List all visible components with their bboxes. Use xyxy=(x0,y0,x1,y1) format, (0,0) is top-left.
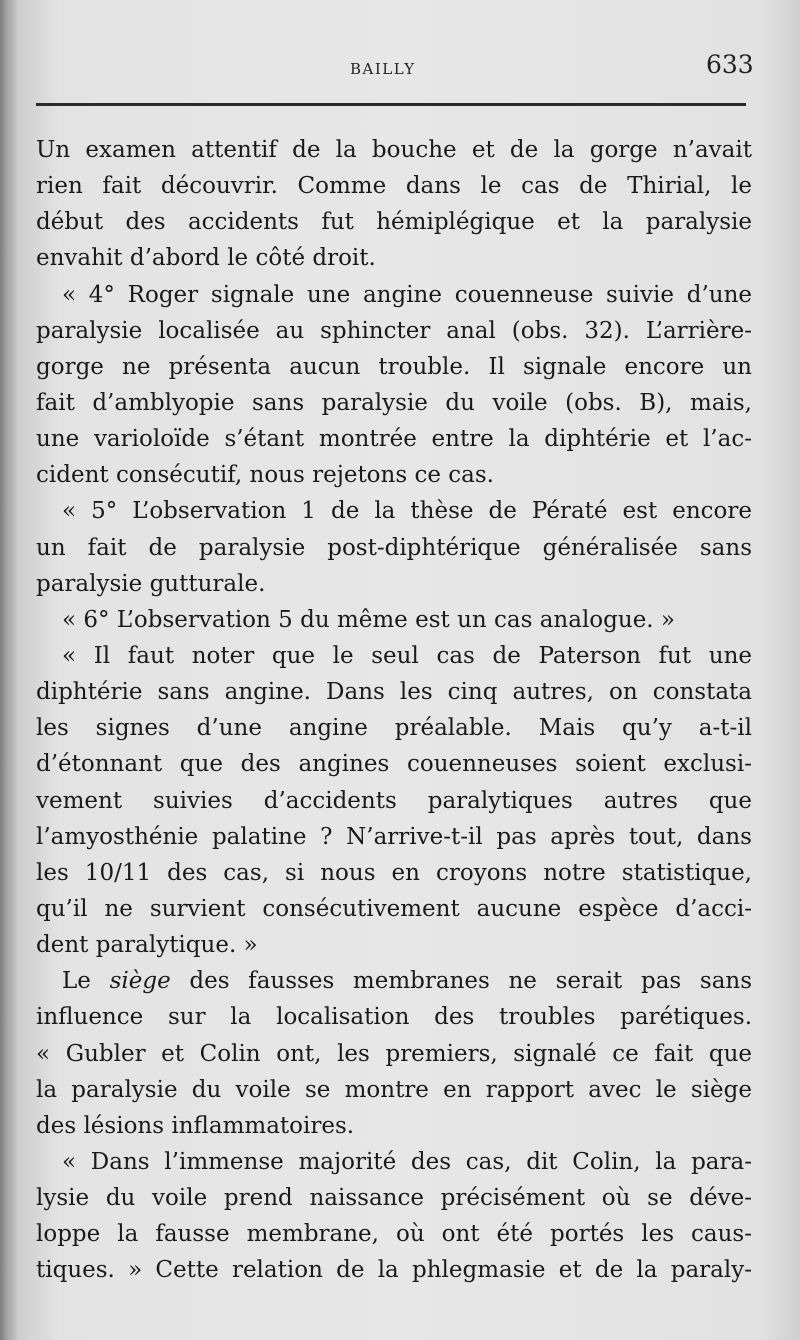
text-line: « 5° L’observation 1 de la thèse de Pératé est encore xyxy=(62,498,752,525)
text-line: diphtérie sans angine. Dans les cinq autres, on constata xyxy=(36,679,752,706)
text-line: paralysie localisée au sphincter anal (obs. 32). L’arrière- xyxy=(36,317,752,344)
text-line: des lésions inflammatoires. xyxy=(36,1112,355,1139)
text-line: « Il faut noter que le seul cas de Paterson fut une xyxy=(62,642,752,669)
text-line: dent paralytique. » xyxy=(36,932,258,959)
binding-shadow xyxy=(0,0,18,1340)
text-line: envahit d’abord le côté droit. xyxy=(36,245,376,272)
text-line: d’étonnant que des angines couenneuses soient exclusi- xyxy=(36,751,752,778)
body-text xyxy=(36,132,752,1289)
text-line: un fait de paralysie post-diphtérique généralisée sans xyxy=(36,534,752,561)
text-line: les signes d’une angine préalable. Mais qu’y a-t-il xyxy=(36,715,752,742)
text-line: cident consécutif, nous rejetons ce cas. xyxy=(36,462,494,489)
page-number: 633 xyxy=(706,50,754,79)
text-line: influence sur la localisation des troubles parétiques. xyxy=(36,1004,752,1031)
text-line: « Gubler et Colin ont, les premiers, signalé ce fait que xyxy=(36,1040,752,1067)
line-prefix: Le xyxy=(62,968,91,995)
header-rule xyxy=(36,103,746,106)
text-line-with-italic xyxy=(36,963,752,999)
text-line: lysie du voile prend naissance précisément où se déve- xyxy=(36,1185,752,1212)
text-line: loppe la fausse membrane, où ont été portés les caus- xyxy=(36,1221,752,1248)
text-line: fait d’amblyopie sans paralysie du voile (obs. B), mais, xyxy=(36,389,752,416)
text-line: la paralysie du voile se montre en rapport avec le siège xyxy=(36,1076,752,1103)
line-rest: des fausses membranes ne serait pas sans xyxy=(189,968,753,995)
text-line: une varioloïde s’étant montrée entre la diphtérie et l’ac- xyxy=(36,426,752,453)
running-head: BAILLY xyxy=(350,60,416,78)
text-line: « Dans l’immense majorité des cas, dit Colin, la para- xyxy=(62,1148,752,1175)
text-line: paralysie gutturale. xyxy=(36,570,266,597)
text-line: tiques. » Cette relation de la phlegmasie et de la paraly- xyxy=(36,1257,752,1284)
text-line: rien fait découvrir. Comme dans le cas de Thirial, le xyxy=(36,173,752,200)
text-line: début des accidents fut hémiplégique et la paralysie xyxy=(36,209,752,236)
text-line: « 4° Roger signale une angine couenneuse suivie d’une xyxy=(62,281,752,308)
text-line: « 6° L’observation 5 du même est un cas analogue. » xyxy=(62,606,675,633)
text-line: Un examen attentif de la bouche et de la gorge n’avait xyxy=(36,137,752,163)
text-line: l’amyosthénie palatine ? N’arrive-t-il pas après tout, dans xyxy=(36,823,752,850)
text-line: qu’il ne survient consécutivement aucune espèce d’acci- xyxy=(36,895,752,922)
page-header xyxy=(0,50,800,90)
text-line: gorge ne présenta aucun trouble. Il signale encore un xyxy=(36,353,752,380)
italic-word: siège xyxy=(109,968,171,995)
text-line: vement suivies d’accidents paralytiques autres que xyxy=(36,787,752,814)
text-line: les 10/11 des cas, si nous en croyons notre statistique, xyxy=(36,859,752,886)
